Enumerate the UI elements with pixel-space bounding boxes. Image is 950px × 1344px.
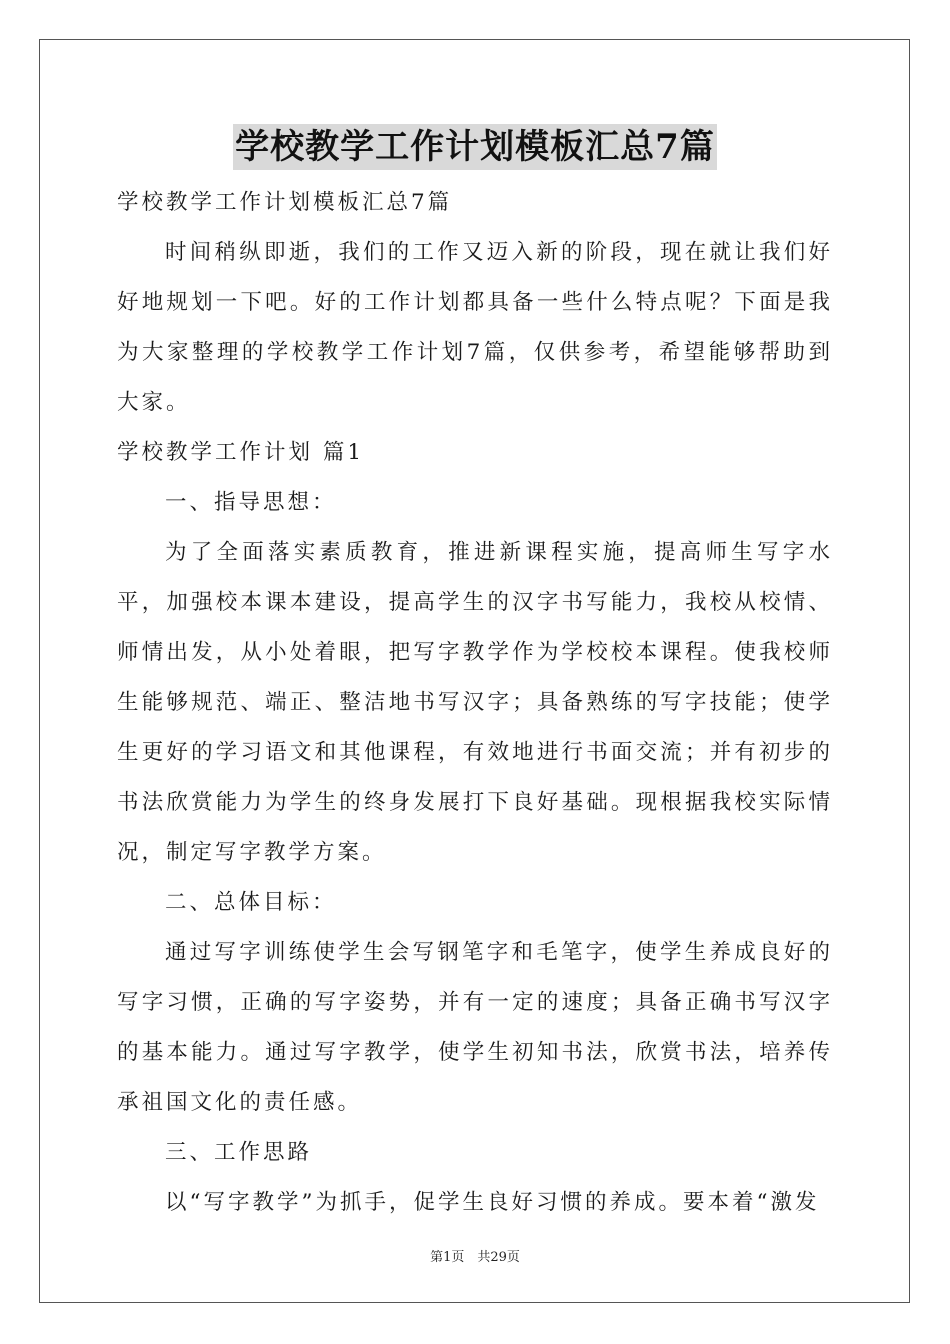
heading-overall-goal: 二、总体目标： bbox=[165, 890, 337, 915]
paragraph-overall-goal: 通过写字训练使学生会写钢笔字和毛笔字，使学生养成良好的写字习惯，正确的写字姿势，并有一定的速度；具备正确书写汉字的基本能力。通过写字教学，使学生初知书法，欣赏书法，培养传承祖国文化的责任感。 bbox=[117, 940, 833, 1115]
page-number-footer: 第1页 共29页 bbox=[430, 1250, 520, 1265]
section-heading-plan-1: 学校教学工作计划 篇1 bbox=[117, 440, 365, 465]
heading-work-approach: 三、工作思路 bbox=[165, 1140, 313, 1165]
paragraph-work-approach: 以“写字教学”为抓手，促学生良好习惯的养成。要本着“激发 bbox=[165, 1190, 820, 1215]
paragraph-guiding-ideology: 为了全面落实素质教育，推进新课程实施，提高师生写字水平，加强校本课本建设，提高学生的汉字书写能力，我校从校情、师情出发，从小处着眼，把写字教学作为学校校本课程。使我校师生能够规范、端正、整洁地书写汉字；具备熟练的写字技能；使学生更好的学习语文和其他课程，有效地进行书面交流；并有初步的书法欣赏能力为学生的终身发展打下良好基础。现根据我校实际情况，制定写字教学方案。 bbox=[117, 540, 833, 865]
paragraph-subtitle: 学校教学工作计划模板汇总7篇 bbox=[117, 190, 453, 215]
paragraph-intro: 时间稍纵即逝，我们的工作又迈入新的阶段，现在就让我们好好地规划一下吧。好的工作计划都具备一些什么特点呢？下面是我为大家整理的学校教学工作计划7篇，仅供参考，希望能够帮助到大家。 bbox=[117, 240, 833, 415]
heading-guiding-ideology: 一、指导思想： bbox=[165, 490, 337, 515]
document-title: 学校教学工作计划模板汇总7篇 bbox=[233, 124, 717, 170]
document-body bbox=[117, 178, 833, 1228]
title-area bbox=[0, 124, 950, 170]
